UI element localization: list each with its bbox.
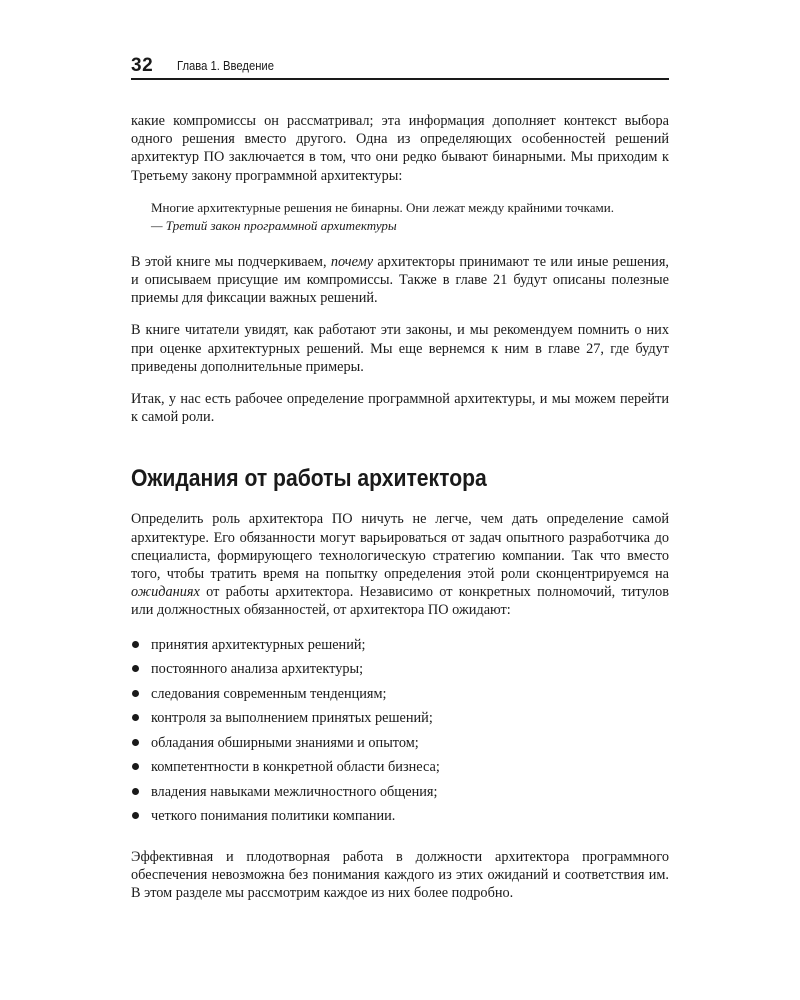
bullet-icon <box>132 641 139 648</box>
paragraph-why <box>131 253 669 308</box>
list-item-text: постоянного анализа архитектуры; <box>151 661 364 678</box>
paragraph-conclusion: Эффективная и плодотворная работа в должности архитектора программного обеспечения невозможна без понимания каждого из этих ожиданий и соответствия им. В этом разделе мы рассмотрим каждое из них более подробно. <box>131 848 669 902</box>
bullet-icon <box>132 812 139 819</box>
list-item-text: обладания обширными знаниями и опытом; <box>151 734 419 751</box>
list-item-text: следования современным тенденциям; <box>151 685 387 702</box>
emphasis-why: почему <box>330 253 374 270</box>
quote-attribution: — Третий закон программной архитектуры <box>151 217 397 233</box>
bullet-icon <box>132 690 139 697</box>
text-span: Определить роль архитектора ПО ничуть не легче, чем дать определение самой архитектуре. Его обязанности могут варьироваться от задач опытного разработчика до специалиста, формирующего технологическую стратегию компании. Так что вместо того, чтобы тратить время на попытку определения этой роли сконцентрируемся на <box>131 511 669 583</box>
bullet-icon <box>132 763 139 770</box>
list-item <box>131 636 669 661</box>
text-span: от работы архитектора. Независимо от конкретных полномочий, титулов или должностных обязанностей, от архитектора ПО ожидают: <box>131 584 669 619</box>
list-item-text: контроля за выполнением принятых решений; <box>151 710 433 727</box>
expectations-list <box>131 636 669 832</box>
list-item <box>131 709 669 734</box>
list-item-text: компетентности в конкретной области бизнеса; <box>151 759 440 776</box>
list-item <box>131 685 669 710</box>
paragraph-intro: какие компромиссы он рассматривал; эта информация дополняет контекст выбора одного решения вместо другого. Одна из определяющих особенностей решений архитектур ПО заключается в том, что они редко бывают бинарными. Мы приходим к Третьему закону программной архитектуры: <box>131 113 669 184</box>
page-header <box>131 53 669 81</box>
paragraph-transition: Итак, у нас есть рабочее определение программной архитектуры, и мы можем перейти к самой роли. <box>131 391 669 426</box>
page-number: 32 <box>131 55 154 76</box>
list-item <box>131 734 669 759</box>
bullet-icon <box>132 714 139 721</box>
list-item-text: владения навыками межличностного общения; <box>151 783 438 800</box>
list-item <box>131 758 669 783</box>
quote-text: Многие архитектурные решения не бинарны. Они лежат между крайними точками. <box>151 199 614 215</box>
list-item <box>131 783 669 808</box>
paragraph-role <box>131 510 669 619</box>
paragraph-laws: В книге читатели увидят, как работают эти законы, и мы рекомендуем помнить о них при оценке архитектурных решений. Мы еще вернемся к ним в главе 27, где будут приведены дополнительные примеры. <box>131 322 669 375</box>
emphasis-expectations: ожиданиях <box>131 584 200 601</box>
law-quote <box>151 199 669 235</box>
page-body <box>131 112 669 902</box>
list-item-text: четкого понимания политики компании. <box>151 808 396 825</box>
bullet-icon <box>132 665 139 672</box>
list-item-text: принятия архитектурных решений; <box>151 636 366 653</box>
text-span: В этой книге мы подчеркиваем, <box>131 253 331 270</box>
list-item <box>131 660 669 685</box>
list-item <box>131 807 669 832</box>
bullet-icon <box>132 788 139 795</box>
section-heading: Ожидания от работы архитектора <box>131 465 487 493</box>
bullet-icon <box>132 739 139 746</box>
chapter-title: Глава 1. Введение <box>177 59 274 73</box>
text-span: архитекторы принимают те или иные решения, и описываем присущие им компромиссы. Также в главе 21 будут описаны полезные приемы для фиксации важных решений. <box>131 253 669 307</box>
header-rule <box>131 78 669 80</box>
